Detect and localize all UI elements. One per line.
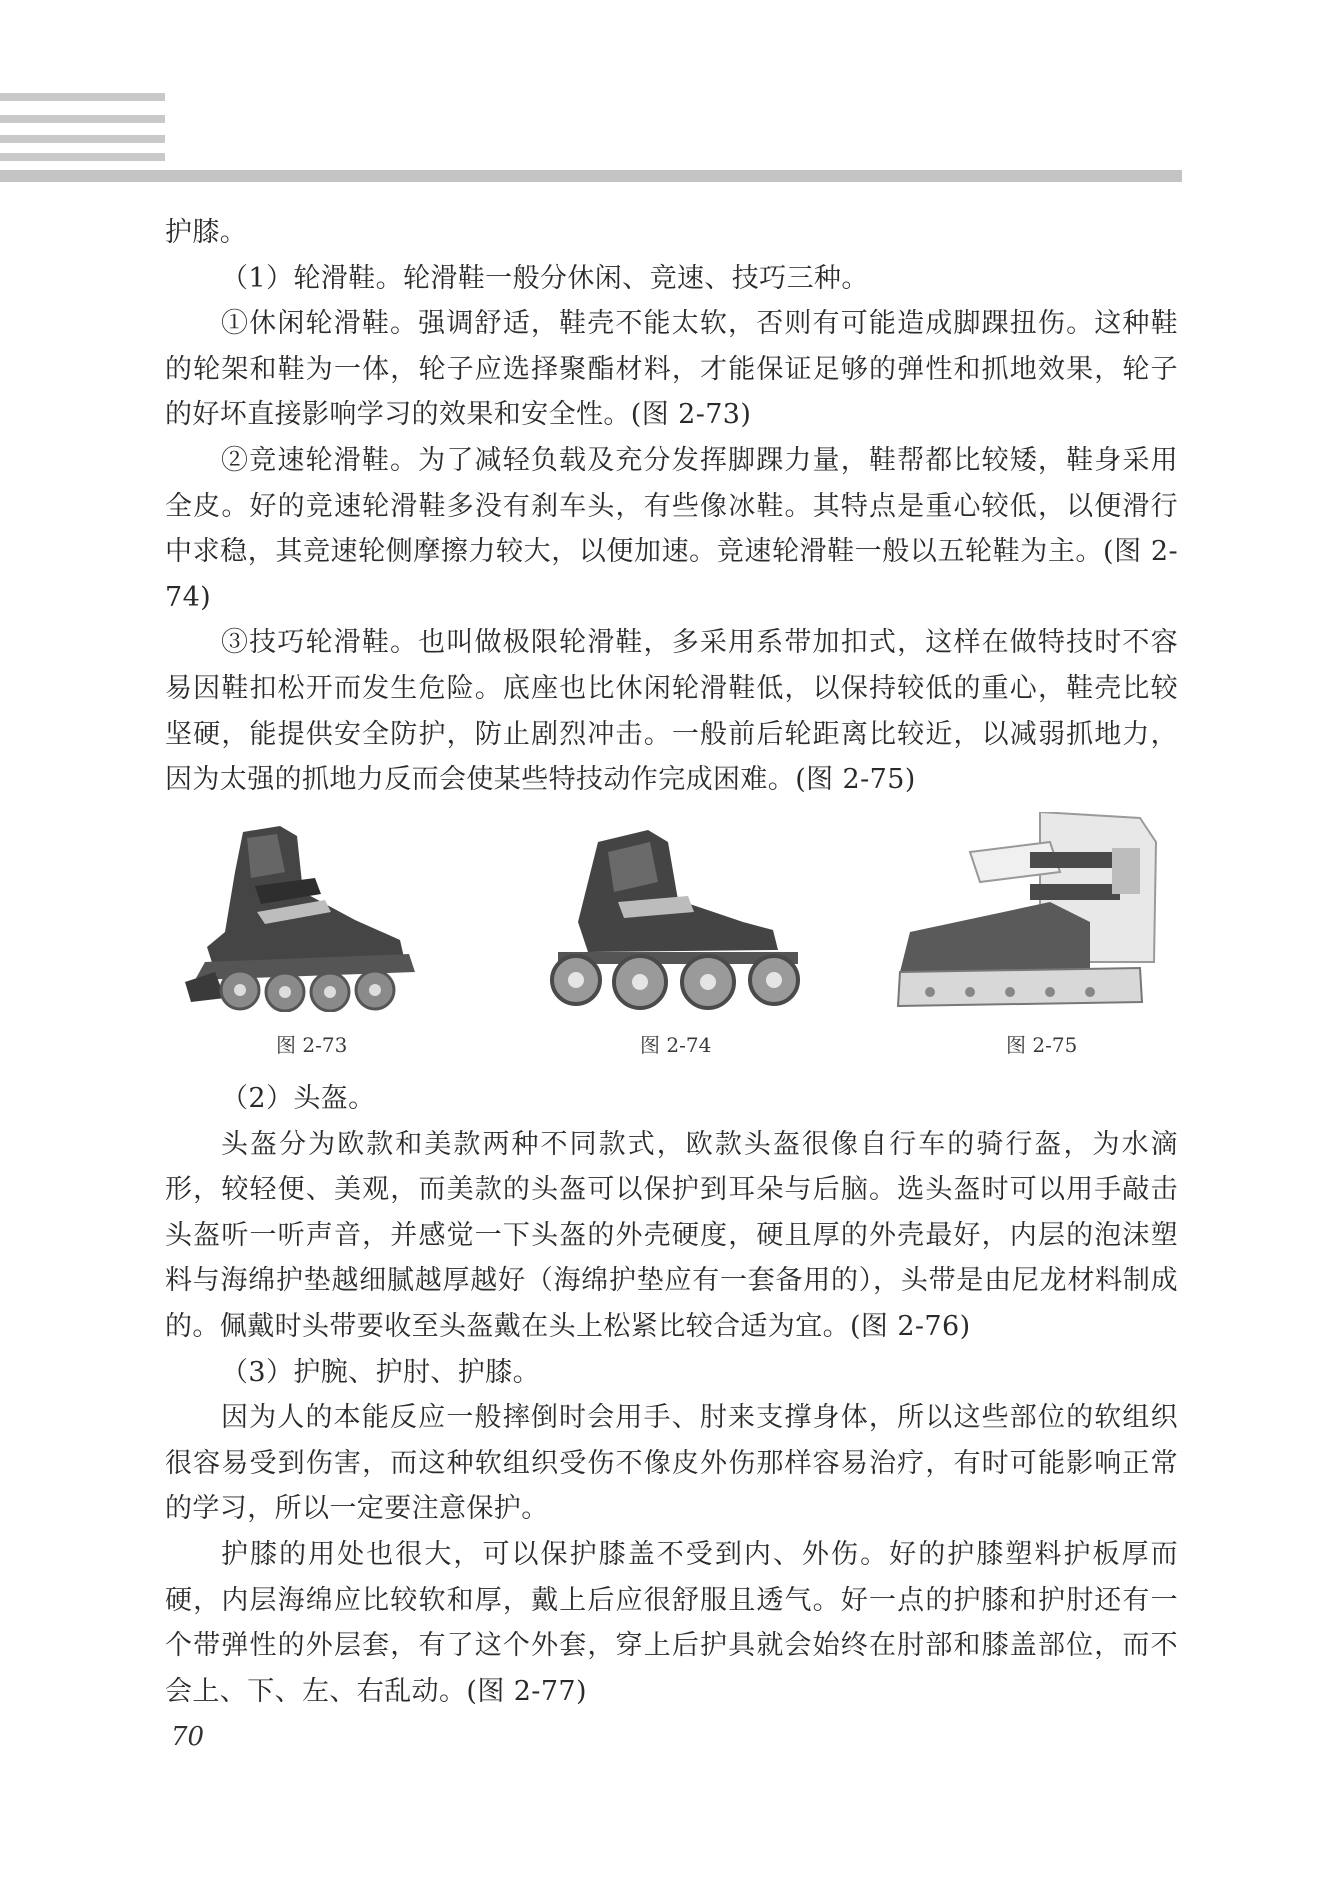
header-rule: [0, 170, 1182, 182]
header-stripe: [0, 135, 165, 143]
figure-caption: 图 2-73: [276, 1033, 348, 1057]
paragraph: （3）护腕、护肘、护膝。: [221, 1356, 540, 1388]
figure-caption: 图 2-75: [1006, 1033, 1078, 1057]
figure-2-75: [890, 812, 1170, 1012]
body-text-bottom: [165, 1076, 1178, 1714]
paragraph: 头盔分为欧款和美款两种不同款式，欧款头盔很像自行车的骑行盔，为水滴形，较轻便、美观，而美款的头盔可以保护到耳朵与后脑。选头盔时可以用手敲击头盔听一听声音，并感觉一下头盔的外壳硬度，硬且厚的外壳最好，内层的泡沫塑料与海绵护垫越细腻越厚越好（海绵护垫应有一套备用的），头带是由尼龙材料制成的。佩戴时头带要收至头盔戴在头上松紧比较合适为宜。(图 2-76): [165, 1128, 1178, 1342]
figure-caption: 图 2-74: [640, 1033, 712, 1057]
recreational-skate-icon: [185, 812, 425, 1012]
paragraph: （1）轮滑鞋。轮滑鞋一般分休闲、竞速、技巧三种。: [221, 262, 869, 294]
header-stripe: [0, 93, 165, 101]
paragraph: 护膝的用处也很大，可以保护膝盖不受到内、外伤。好的护膝塑料护板厚而硬，内层海绵应比较软和厚，戴上后应很舒服且透气。好一点的护膝和护肘还有一个带弹性的外层套，有了这个外套，穿上后护具就会始终在肘部和膝盖部位，而不会上、下、左、右乱动。(图 2-77): [165, 1538, 1178, 1707]
page-number: 70: [171, 1722, 205, 1752]
body-text-top: [165, 210, 1178, 803]
paragraph: ③技巧轮滑鞋。也叫做极限轮滑鞋，多采用系带加扣式，这样在做特技时不容易因鞋扣松开而发生危险。底座也比休闲轮滑鞋低，以保持较低的重心，鞋壳比较坚硬，能提供安全防护，防止剧烈冲击。一般前后轮距离比较近，以减弱抓地力，因为太强的抓地力反而会使某些特技动作完成困难。(图 2-75): [165, 627, 1178, 796]
header-stripe: [0, 115, 165, 123]
paragraph: 护膝。: [165, 217, 248, 248]
paragraph: 因为人的本能反应一般摔倒时会用手、肘来支撑身体，所以这些部位的软组织很容易受到伤害，而这种软组织受伤不像皮外伤那样容易治疗，有时可能影响正常的学习，所以一定要注意保护。: [165, 1402, 1178, 1525]
header-stripe: [0, 153, 165, 161]
figure-2-73: [185, 812, 425, 1012]
aggressive-skate-icon: [890, 812, 1170, 1012]
figure-2-74: [538, 812, 818, 1012]
paragraph: （2）头盔。: [221, 1083, 376, 1114]
speed-skate-icon: [538, 812, 818, 1012]
paragraph: ①休闲轮滑鞋。强调舒适，鞋壳不能太软，否则有可能造成脚踝扭伤。这种鞋的轮架和鞋为一体，轮子应选择聚酯材料，才能保证足够的弹性和抓地效果，轮子的好坏直接影响学习的效果和安全性。(图 2-73): [165, 308, 1178, 431]
paragraph: ②竞速轮滑鞋。为了减轻负载及充分发挥脚踝力量，鞋帮都比较矮，鞋身采用全皮。好的竞速轮滑鞋多没有刹车头，有些像冰鞋。其特点是重心较低，以便滑行中求稳，其竞速轮侧摩擦力较大，以便加速。竞速轮滑鞋一般以五轮鞋为主。(图 2-74): [165, 444, 1178, 613]
